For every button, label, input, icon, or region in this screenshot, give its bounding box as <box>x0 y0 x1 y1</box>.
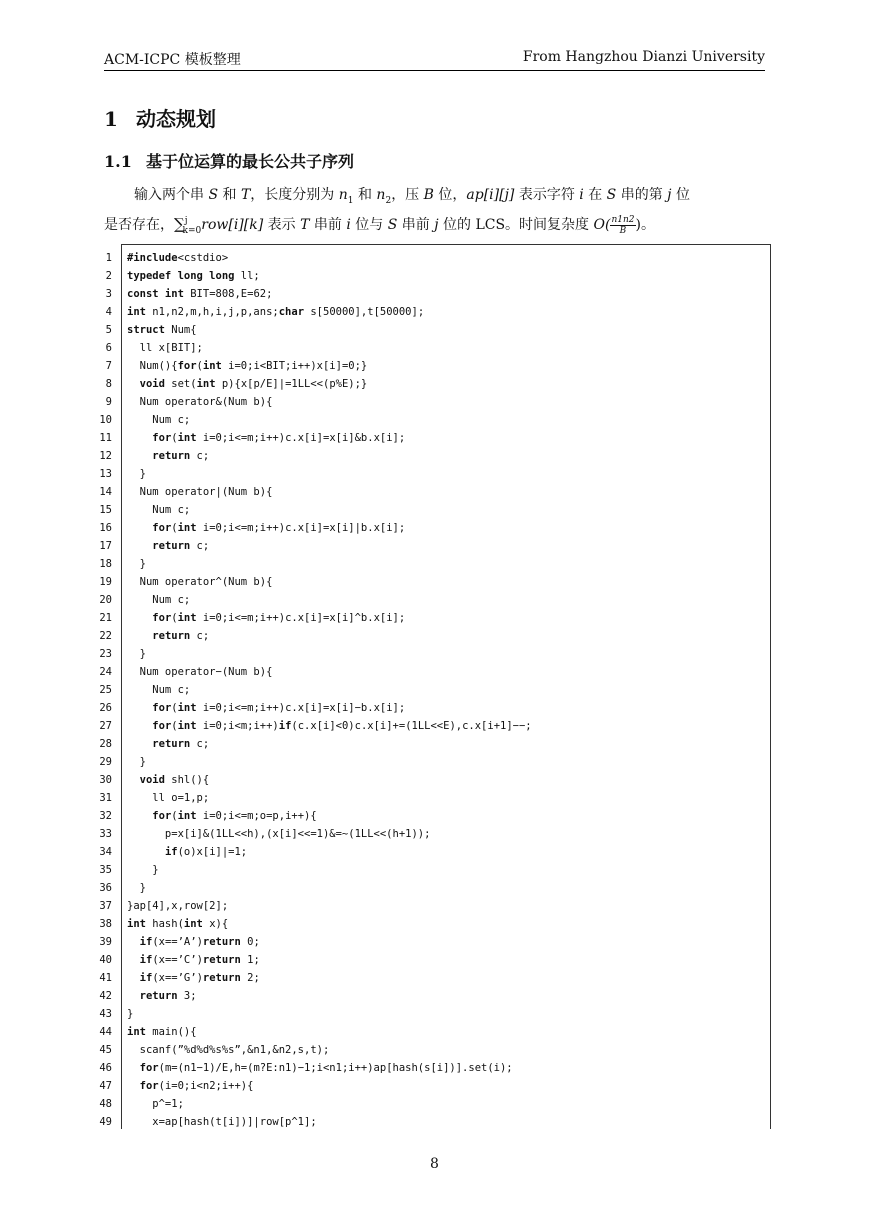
code-line: } <box>127 648 146 660</box>
code-line: return c; <box>152 450 210 462</box>
code-line: ll o=1,p; <box>127 792 210 804</box>
code-line: Num operator−(Num b){ <box>127 666 273 678</box>
line-number: 31 <box>99 792 112 804</box>
line-number: 22 <box>99 630 112 642</box>
code-line: x=ap[hash(t[i])]|row[p^1]; <box>127 1116 317 1128</box>
code-line: } <box>127 756 146 768</box>
line-number: 41 <box>99 972 112 984</box>
code-line: for(m=(n1−1)/E,h=(m?E:n1)−1;i<n1;i++)ap[hash(s[i])].set(i); <box>139 1062 513 1074</box>
line-number: 13 <box>99 468 112 480</box>
code-line: const int BIT=808,E=62; <box>127 288 273 300</box>
code-line: } <box>127 882 146 894</box>
line-number: 27 <box>99 720 112 732</box>
line-number: 30 <box>99 774 112 786</box>
subsection-number: 1.1 <box>104 152 132 171</box>
line-number: 7 <box>105 360 112 372</box>
line-number: 39 <box>99 936 112 948</box>
code-line: Num operator|(Num b){ <box>127 486 273 498</box>
code-line: }ap[4],x,row[2]; <box>127 900 229 912</box>
code-line: Num operator^(Num b){ <box>127 576 273 588</box>
code-line: for(int i=0;i<=m;i++)c.x[i]=x[i]−b.x[i]; <box>152 702 406 714</box>
line-number: 36 <box>99 882 112 894</box>
code-line: Num c; <box>127 504 191 516</box>
code-line: return c; <box>152 540 210 552</box>
code-line: } <box>127 1008 134 1020</box>
line-number: 12 <box>99 450 112 462</box>
code-line: } <box>127 864 159 876</box>
complexity-fraction: $\frac{n1n2}{B}$ <box>611 214 635 236</box>
code-line: for(i=0;i<n2;i++){ <box>139 1080 254 1092</box>
line-number: 18 <box>99 558 112 570</box>
code-line: Num(){for(int i=0;i<BIT;i++)x[i]=0;} <box>127 360 368 372</box>
line-number: 6 <box>105 342 112 354</box>
subsection-heading <box>104 149 354 172</box>
subsection-title: 基于位运算的最长公共子序列 <box>146 152 355 171</box>
code-line: int n1,n2,m,h,i,j,p,ans;char s[50000],t[50000]; <box>127 306 425 318</box>
code-line: int hash(int x){ <box>127 918 229 930</box>
code-line: typedef long long ll; <box>127 270 260 282</box>
code-line: } <box>127 558 146 570</box>
code-line: struct Num{ <box>127 324 197 336</box>
line-number: 11 <box>99 432 112 444</box>
line-number: 46 <box>99 1062 112 1074</box>
code-line: if(o)x[i]|=1; <box>164 846 248 858</box>
code-line: for(int i=0;i<m;i++)if(c.x[i]<0)c.x[i]+=(1LL<<E),c.x[i+1]−−; <box>152 720 532 732</box>
code-line: return c; <box>152 738 210 750</box>
line-number: 33 <box>99 828 112 840</box>
code-line: return 3; <box>139 990 197 1002</box>
line-number: 1 <box>105 252 112 264</box>
description-line-2: 是否存在，∑$^j_{k=0}$row[i][k] 表示 T 串前 i 位与 S 串前 j 位的 LCS。时间复杂度 O( $\frac{n1n2}{B}$ )。 <box>104 214 655 236</box>
code-line: void shl(){ <box>139 774 210 786</box>
line-number: 23 <box>99 648 112 660</box>
description-line-1: 输入两个串 S 和 T，长度分别为 $n_1$ 和 $n_2$，压 B 位，ap[i][j] 表示字符 i 在 S 串的第 j 位 <box>134 187 690 206</box>
code-line: #include<cstdio> <box>127 252 229 264</box>
line-number: 9 <box>105 396 112 408</box>
line-number: 47 <box>99 1080 112 1092</box>
code-line: if(x==’A’)return 0; <box>139 936 260 948</box>
line-number: 24 <box>99 666 112 678</box>
line-number: 29 <box>99 756 112 768</box>
line-number: 49 <box>99 1116 112 1128</box>
code-line: if(x==’C’)return 1; <box>139 954 260 966</box>
code-line: for(int i=0;i<=m;i++)c.x[i]=x[i]&b.x[i]; <box>152 432 406 444</box>
line-number: 20 <box>99 594 112 606</box>
line-number: 2 <box>105 270 112 282</box>
line-number: 26 <box>99 702 112 714</box>
line-number: 16 <box>99 522 112 534</box>
line-number: 21 <box>99 612 112 624</box>
line-number: 44 <box>99 1026 112 1038</box>
code-line: scanf(”%d%d%s%s”,&n1,&n2,s,t); <box>127 1044 330 1056</box>
line-number: 45 <box>99 1044 112 1056</box>
code-line: if(x==’G’)return 2; <box>139 972 260 984</box>
line-number: 32 <box>99 810 112 822</box>
line-number: 19 <box>99 576 112 588</box>
line-number: 8 <box>105 378 112 390</box>
code-line: Num c; <box>127 684 191 696</box>
header-left: ACM-ICPC 模板整理 <box>104 52 241 68</box>
line-number: 37 <box>99 900 112 912</box>
code-line: void set(int p){x[p/E]|=1LL<<(p%E);} <box>139 378 368 390</box>
code-line: } <box>127 468 146 480</box>
code-line: for(int i=0;i<=m;i++)c.x[i]=x[i]|b.x[i]; <box>152 522 406 534</box>
line-number: 25 <box>99 684 112 696</box>
code-line: Num c; <box>127 414 191 426</box>
code-line: p=x[i]&(1LL<<h),(x[i]<<=1)&=~(1LL<<(h+1)); <box>127 828 431 840</box>
line-number: 17 <box>99 540 112 552</box>
line-number: 15 <box>99 504 112 516</box>
page-number: 8 <box>430 1156 439 1172</box>
line-number: 35 <box>99 864 112 876</box>
line-number: 40 <box>99 954 112 966</box>
line-number: 43 <box>99 1008 112 1020</box>
header-right: From Hangzhou Dianzi University <box>522 49 765 65</box>
line-number: 48 <box>99 1098 112 1110</box>
code-line: return c; <box>152 630 210 642</box>
line-number: 14 <box>99 486 112 498</box>
line-number: 34 <box>99 846 112 858</box>
code-line: Num operator&(Num b){ <box>127 396 273 408</box>
code-line: for(int i=0;i<=m;o=p,i++){ <box>152 810 317 822</box>
line-number: 42 <box>99 990 112 1002</box>
code-line: ll x[BIT]; <box>127 342 203 354</box>
line-number: 10 <box>99 414 112 426</box>
line-number: 3 <box>105 288 112 300</box>
code-line: Num c; <box>127 594 191 606</box>
code-line: int main(){ <box>127 1026 197 1038</box>
section-heading <box>104 103 216 132</box>
section-number: 1 <box>104 107 118 131</box>
code-listing <box>121 244 771 1129</box>
line-number: 4 <box>105 306 112 318</box>
code-line: p^=1; <box>127 1098 184 1110</box>
running-header <box>104 48 765 71</box>
code-line: for(int i=0;i<=m;i++)c.x[i]=x[i]^b.x[i]; <box>152 612 406 624</box>
line-number: 38 <box>99 918 112 930</box>
section-title: 动态规划 <box>136 107 216 131</box>
line-number: 5 <box>105 324 112 336</box>
line-number: 28 <box>99 738 112 750</box>
